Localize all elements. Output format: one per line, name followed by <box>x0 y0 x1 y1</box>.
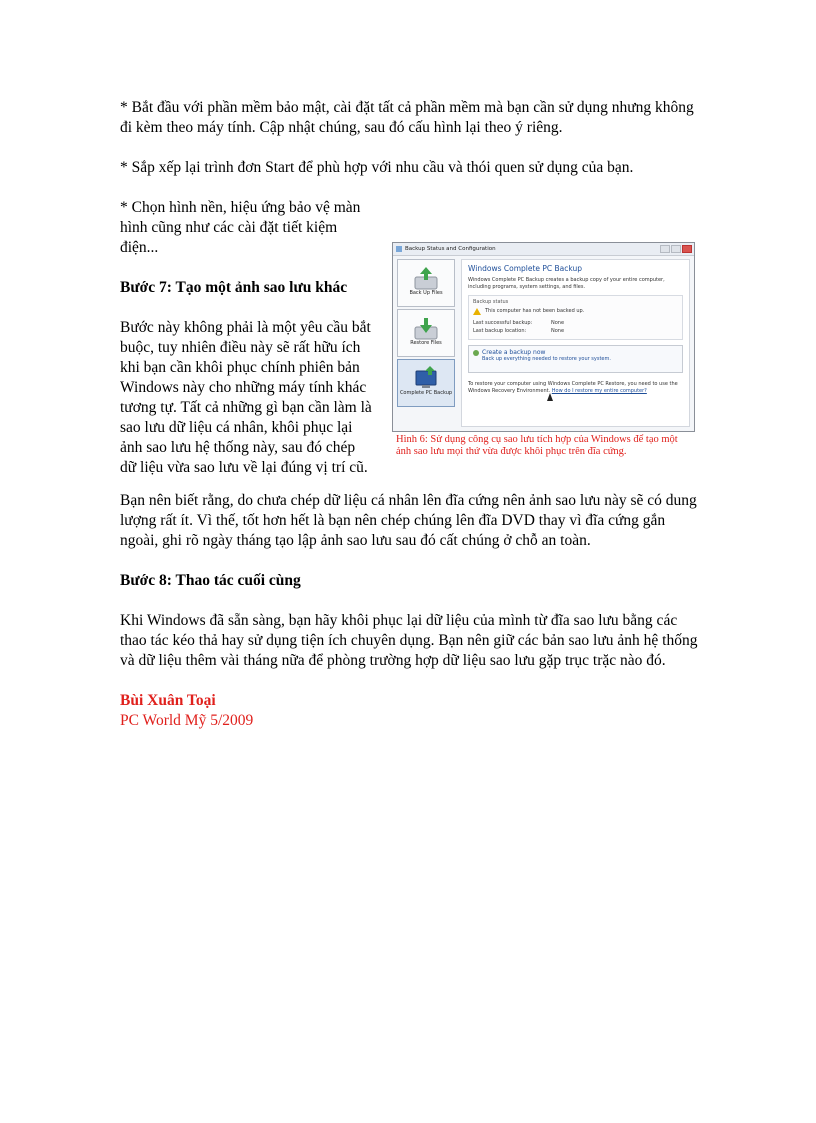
source-line: PC World Mỹ 5/2009 <box>120 712 254 729</box>
last-backup-label: Last successful backup: <box>473 320 533 326</box>
restore-note <box>468 381 683 395</box>
figure-backup <box>392 242 695 458</box>
window-app-icon <box>396 246 402 252</box>
author-name: Bùi Xuân Toại <box>120 692 216 709</box>
tile-label: Back Up Files <box>409 290 443 296</box>
tile-label: Complete PC Backup <box>399 390 453 396</box>
create-backup-option <box>468 345 683 373</box>
restore-help-link: How do I restore my entire computer? <box>551 388 647 394</box>
minimize-icon <box>660 245 670 253</box>
window-controls <box>660 245 692 253</box>
warning-text: This computer has not been backed up. <box>485 308 585 314</box>
location-label: Last backup location: <box>473 328 527 334</box>
left-column <box>120 198 372 478</box>
warning-row <box>473 308 678 315</box>
tile-restore-files <box>397 309 455 357</box>
signature <box>120 691 700 731</box>
backup-main-pane <box>461 259 690 427</box>
main-description: Windows Complete PC Backup creates a backup copy of your entire computer, including programs, system settings, and files. <box>468 277 665 290</box>
create-backup-sub: Back up everything needed to restore your system. <box>482 356 611 362</box>
figure-caption: Hình 6: Sử dụng công cụ sao lưu tích hợp của Windows để tạo một ảnh sao lưu mọi thứ vừa được khôi phục trên đĩa cứng. <box>396 434 678 457</box>
heading-step7: Bước 7: Tạo một ảnh sao lưu khác <box>120 279 348 296</box>
paragraph-wallpaper: * Chọn hình nền, hiệu ứng bảo vệ màn hình cũng như các cài đặt tiết kiệm điện... <box>120 199 361 256</box>
task-pane <box>397 259 457 427</box>
restore-note-text: To restore your computer using Windows Complete PC Restore, you need to use the Windows Recovery Environment. <box>468 381 678 394</box>
last-backup-row <box>473 320 678 327</box>
warning-icon <box>473 308 481 315</box>
paragraph-step8: Khi Windows đã sẵn sàng, bạn hãy khôi phục lại dữ liệu của mình từ đĩa sao lưu bằng các thao tác kéo thả hay sử dụng tiện ích chuyên dụng. Bạn nên giữ các bản sao lưu ảnh hệ thống và dữ liệu thêm vài tháng nữa để phòng trường hợp dữ liệu sao lưu gặp trục trặc nào đó. <box>120 612 698 669</box>
arrow-icon <box>473 350 479 356</box>
last-backup-value: None <box>551 320 565 326</box>
main-title: Windows Complete PC Backup <box>468 264 583 273</box>
tile-label: Restore Files <box>410 340 442 346</box>
mouse-cursor-icon <box>547 393 553 401</box>
paragraph-dvd: Bạn nên biết rằng, do chưa chép dữ liệu cá nhân lên đĩa cứng nên ảnh sao lưu này sẽ có dung lượng rất ít. Vì thế, tốt hơn hết là bạn nên chép chúng lên đĩa DVD thay vì đĩa cứng gắn ngoài, ghi rõ ngày tháng tạo lập ảnh sao lưu sau đó cất chúng ở chỗ an toàn. <box>120 492 697 549</box>
paragraph-security: * Bắt đầu với phần mềm bảo mật, cài đặt tất cả phần mềm mà bạn cần sử dụng nhưng không đi kèm theo máy tính. Cập nhật chúng, sau đó cấu hình lại theo ý riêng. <box>120 99 694 136</box>
create-backup-label: Create a backup now <box>482 349 546 356</box>
window-title: Backup Status and Configuration <box>405 246 496 252</box>
heading-step8: Bước 8: Thao tác cuối cùng <box>120 572 301 589</box>
backup-window-screenshot <box>392 242 695 432</box>
section-step7 <box>120 198 700 491</box>
maximize-icon <box>671 245 681 253</box>
section-after <box>120 491 700 731</box>
create-backup-title <box>473 349 678 356</box>
window-titlebar <box>393 243 694 256</box>
close-icon <box>682 245 692 253</box>
paragraph-step7: Bước này không phải là một yêu cầu bắt buộc, tuy nhiên điều này sẽ rất hữu ích khi bạn cần khôi phục chính phiên bản Windows này cho những máy tính khác tương tự. Tất cả những gì bạn cần làm là sao lưu dữ liệu cá nhân, khôi phục lại ảnh sao lưu hệ thống này, sau đó chép dữ liệu vừa sao lưu về lại đúng vị trí cũ. <box>120 319 372 476</box>
location-row <box>473 328 678 335</box>
status-label: Backup status <box>473 299 509 305</box>
document-page <box>120 98 700 731</box>
paragraph-start-menu: * Sắp xếp lại trình đơn Start để phù hợp với nhu cầu và thói quen sử dụng của bạn. <box>120 159 634 176</box>
location-value: None <box>551 328 565 334</box>
tile-complete-pc-backup <box>397 359 455 407</box>
tile-back-up-files <box>397 259 455 307</box>
backup-status-box <box>468 295 683 340</box>
